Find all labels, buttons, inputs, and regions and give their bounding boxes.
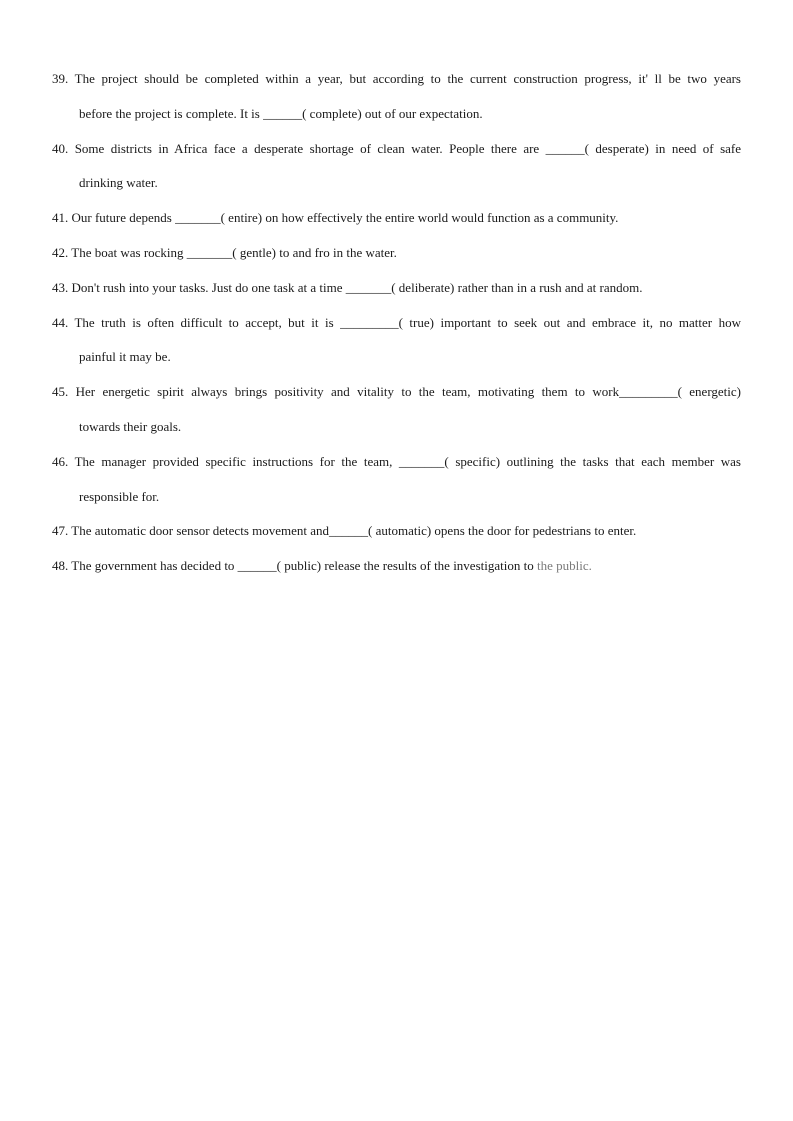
question-text: 40. Some districts in Africa face a desperate shortage of clean water. People there are ______( desperate) in need of safe xyxy=(52,140,741,156)
question-text-continued: before the project is complete. It is ______( complete) out of our expectation. xyxy=(79,105,483,121)
question-text xyxy=(52,549,741,584)
question-text-faded: the public. xyxy=(536,558,592,574)
question-46 xyxy=(52,445,741,515)
exercise-list xyxy=(52,62,741,584)
question-text: 42. The boat was rocking _______( gentle) to and fro in the water. xyxy=(52,244,397,260)
question-43 xyxy=(52,271,741,306)
question-text-continued: towards their goals. xyxy=(79,418,182,434)
question-text: 39. The project should be completed within a year, but according to the current construction progress, it' ll be two years xyxy=(52,71,741,86)
question-text: 47. The automatic door sensor detects movement and______( automatic) opens the door for pedestrians to enter. xyxy=(52,523,637,539)
question-text-main: 48. The government has decided to ______( public) release the results of the investigation to xyxy=(52,558,537,574)
question-text-continued: painful it may be. xyxy=(79,349,171,365)
question-text: 43. Don't rush into your tasks. Just do one task at a time _______( deliberate) rather than in a rush and at random. xyxy=(52,279,643,295)
question-45 xyxy=(52,375,741,445)
question-48 xyxy=(52,549,741,584)
question-39 xyxy=(52,62,741,132)
question-40 xyxy=(52,132,741,202)
question-text-continued: drinking water. xyxy=(79,175,158,191)
question-47 xyxy=(52,514,741,549)
question-44 xyxy=(52,306,741,376)
question-text-continued: responsible for. xyxy=(79,488,160,504)
question-41 xyxy=(52,201,741,236)
question-42 xyxy=(52,236,741,271)
question-text: 44. The truth is often difficult to accept, but it is _________( true) important to seek out and embrace it, no matter how xyxy=(52,314,741,330)
question-text: 45. Her energetic spirit always brings positivity and vitality to the team, motivating them to work_________( energetic) xyxy=(52,384,741,400)
question-text: 41. Our future depends _______( entire) on how effectively the entire world would function as a community. xyxy=(52,210,619,226)
question-text: 46. The manager provided specific instructions for the team, _______( specific) outlining the tasks that each member was xyxy=(52,453,741,469)
